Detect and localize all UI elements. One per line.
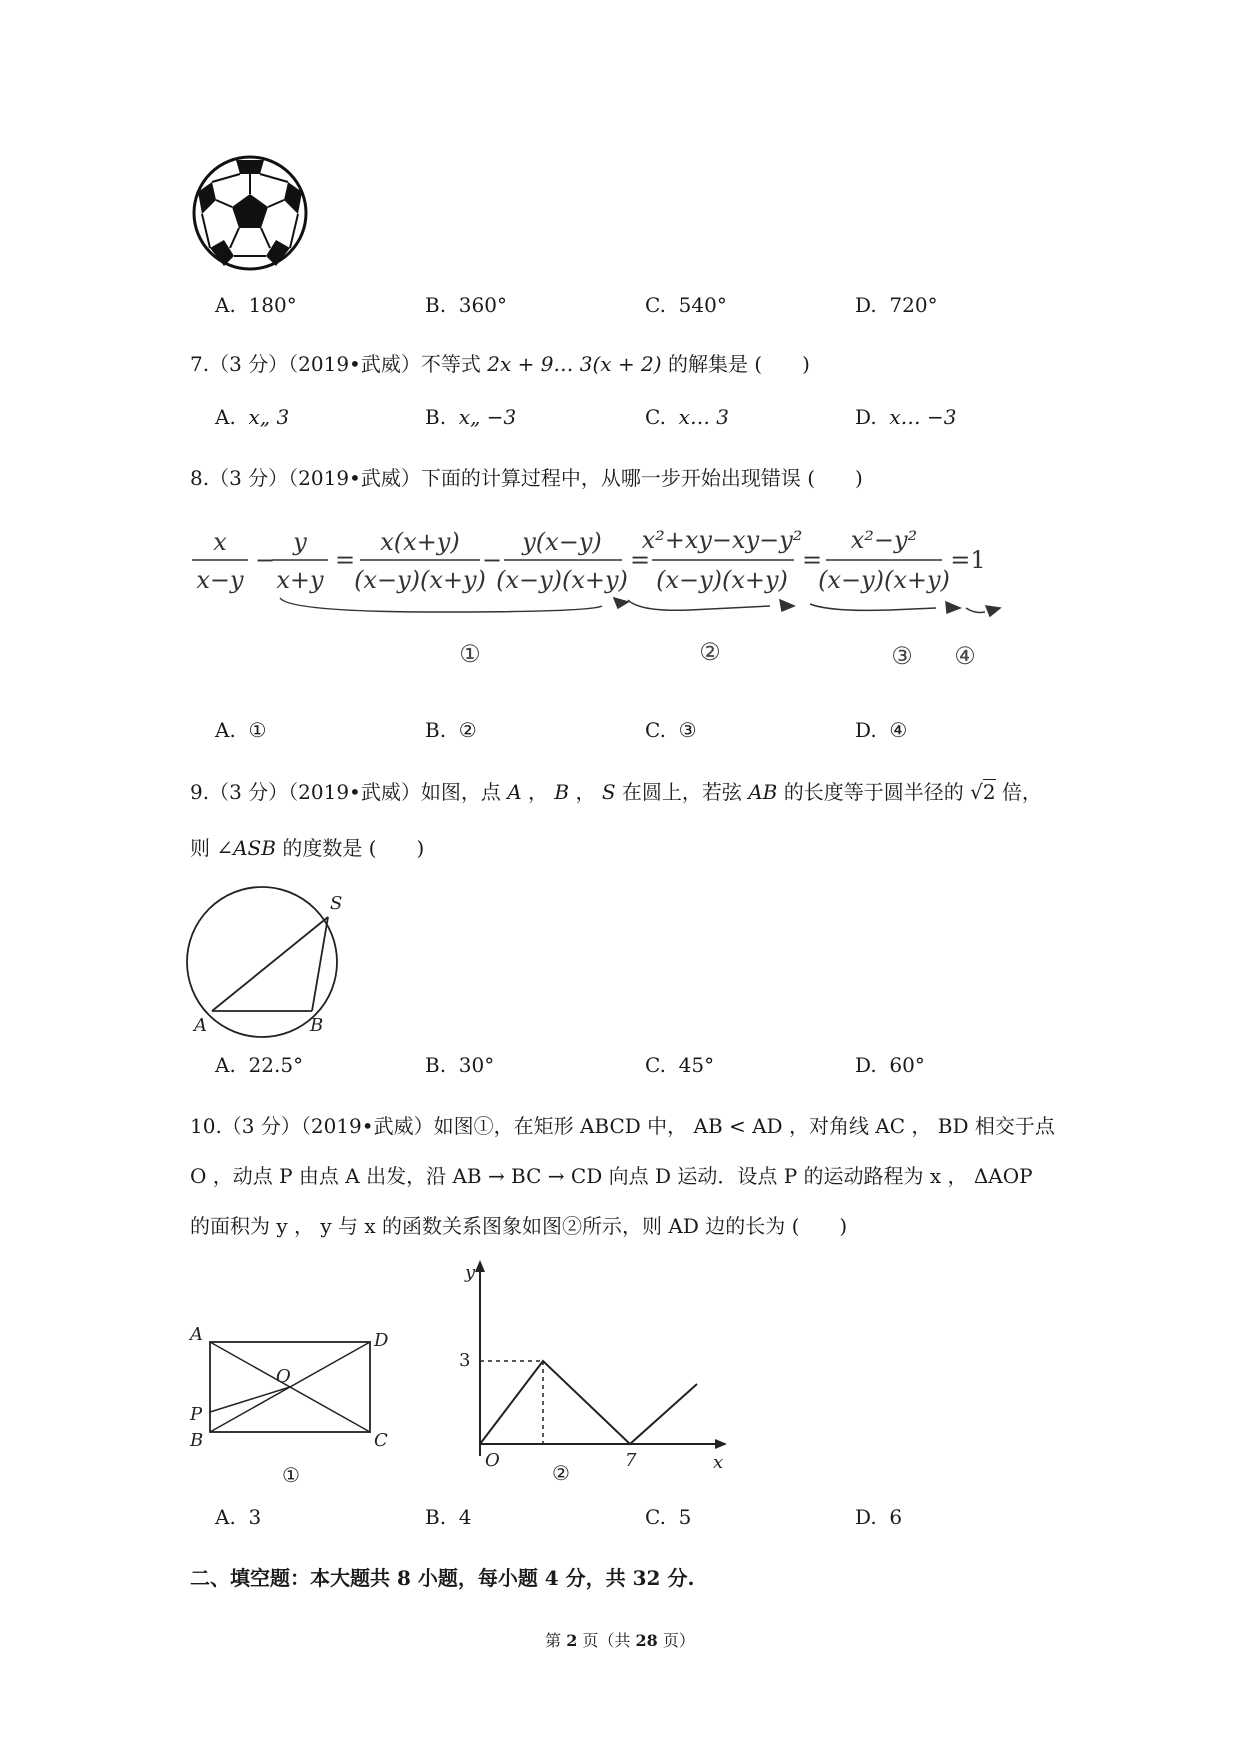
q8-equals-2: = (629, 546, 651, 574)
q8-fraction-5-numerator: x²+xy−xy−y² (641, 526, 803, 554)
q9-label-a: A (194, 1015, 207, 1036)
q7-option-c: C. x… 3 (645, 405, 730, 429)
q9-chord-as (212, 917, 328, 1011)
q9-stem-line-2: 则 ∠ASB 的度数是 ( ) (190, 836, 425, 860)
q8-step-2: ② (699, 638, 721, 666)
q10-x-axis-arrow-icon (715, 1439, 727, 1449)
q10-option-a: A. 3 (215, 1505, 262, 1529)
q8-fraction-6-numerator: x²−y² (850, 526, 918, 554)
q8-fraction-4-denominator: (x−y)(x+y) (496, 566, 628, 594)
q7-stem: 7.（3 分）（2019•武威）不等式 2x + 9… 3(x + 2) 的解集是 ( ) (190, 352, 810, 376)
q10-function-graph (480, 1361, 697, 1444)
q10-label-b: B (190, 1430, 204, 1451)
q8-option-c: C. ③ (645, 718, 697, 742)
q8-fraction-6-denominator: (x−y)(x+y) (818, 566, 950, 594)
q8-fraction-1-numerator: x (213, 528, 227, 556)
q10-label-d: D (374, 1330, 389, 1351)
q6-option-c: C. 540° (645, 293, 727, 317)
q10-rectangle-figure (186, 1320, 389, 1490)
q9-stem-line-1: 9.（3 分）（2019•武威）如图，点 A ， B ， S 在圆上，若弦 AB 的长度等于圆半径的 √2 倍， (190, 780, 1042, 804)
q8-stem: 8.（3 分）（2019•武威）下面的计算过程中，从哪一步开始出现错误 ( ) (190, 466, 863, 490)
q9-label-s: S (330, 893, 343, 914)
q10-tick-7: 7 (625, 1450, 637, 1471)
section-2-heading: 二、填空题：本大题共 8 小题，每小题 4 分，共 32 分. (190, 1566, 695, 1590)
q9-option-d: D. 60° (855, 1053, 925, 1077)
q9-chord-sb (312, 917, 328, 1011)
q8-fraction-3-denominator: (x−y)(x+y) (354, 566, 486, 594)
q10-option-d: D. 6 (855, 1505, 903, 1529)
q6-option-b: B. 360° (425, 293, 507, 317)
q8-equals-3: = (801, 546, 823, 574)
q8-step-1: ① (459, 640, 481, 668)
q10-origin-label: O (485, 1450, 500, 1471)
q8-step-3: ③ (891, 642, 913, 670)
q10-label-c: C (374, 1430, 388, 1451)
q10-label-p: P (190, 1404, 203, 1425)
q10-figure2-caption: ② (552, 1461, 570, 1485)
q10-graph-figure (445, 1256, 745, 1490)
q10-x-label: x (713, 1452, 724, 1473)
q7-option-b: B. x„ −3 (425, 405, 517, 429)
q8-fraction-1-denominator: x−y (196, 566, 244, 594)
q8-fraction-2-numerator: y (293, 528, 307, 556)
q7-option-a: A. x„ 3 (215, 405, 290, 429)
q9-option-b: B. 30° (425, 1053, 495, 1077)
q9-option-c: C. 45° (645, 1053, 715, 1077)
page-footer: 第 2 页（共 28 页） (545, 1631, 695, 1650)
q10-figure1-caption: ① (282, 1463, 300, 1487)
q8-fraction-5-denominator: (x−y)(x+y) (656, 566, 788, 594)
q8-calculation-figure (190, 520, 1010, 680)
q8-minus-1: − (254, 546, 276, 574)
q9-option-a: A. 22.5° (215, 1053, 304, 1077)
q8-option-d: D. ④ (855, 718, 908, 742)
q7-option-d: D. x… −3 (855, 405, 957, 429)
q8-step-4: ④ (954, 642, 976, 670)
q10-y-axis-arrow-icon (475, 1260, 485, 1272)
soccer-ball-figure (190, 152, 310, 274)
q8-option-a: A. ① (215, 718, 267, 742)
sqrt-symbol: √ (970, 780, 983, 804)
q10-segment-po (210, 1387, 290, 1412)
q8-option-b: B. ② (425, 718, 477, 742)
q10-tick-3: 3 (459, 1350, 471, 1371)
q8-fraction-2-denominator: x+y (276, 566, 324, 594)
q10-stem-line-1: 10.（3 分）（2019•武威）如图①，在矩形 ABCD 中， AB < AD ，对角线 AC ， BD 相交于点 (190, 1114, 1055, 1138)
q9-label-b: B (310, 1015, 324, 1036)
q8-equals-1: = (334, 546, 356, 574)
q10-stem-line-2: O ，动点 P 由点 A 出发，沿 AB → BC → CD 向点 D 运动．设点 P 的运动路程为 x ， ΔAOP (190, 1164, 1033, 1188)
q10-option-c: C. 5 (645, 1505, 692, 1529)
q10-label-a: A (190, 1324, 203, 1345)
q8-result: =1 (950, 546, 986, 574)
q10-stem-line-3: 的面积为 y ， y 与 x 的函数关系图象如图②所示，则 AD 边的长为 ( ) (190, 1214, 848, 1238)
q6-option-a: A. 180° (215, 293, 297, 317)
q10-option-b: B. 4 (425, 1505, 472, 1529)
q8-fraction-4-numerator: y(x−y) (522, 528, 602, 556)
q10-y-label: y (465, 1262, 476, 1283)
q9-circle-figure (182, 895, 352, 1045)
q6-option-d: D. 720° (855, 293, 938, 317)
q8-fraction-3-numerator: x(x+y) (380, 528, 460, 556)
q10-label-o: O (276, 1366, 291, 1387)
q8-minus-2: − (481, 546, 503, 574)
